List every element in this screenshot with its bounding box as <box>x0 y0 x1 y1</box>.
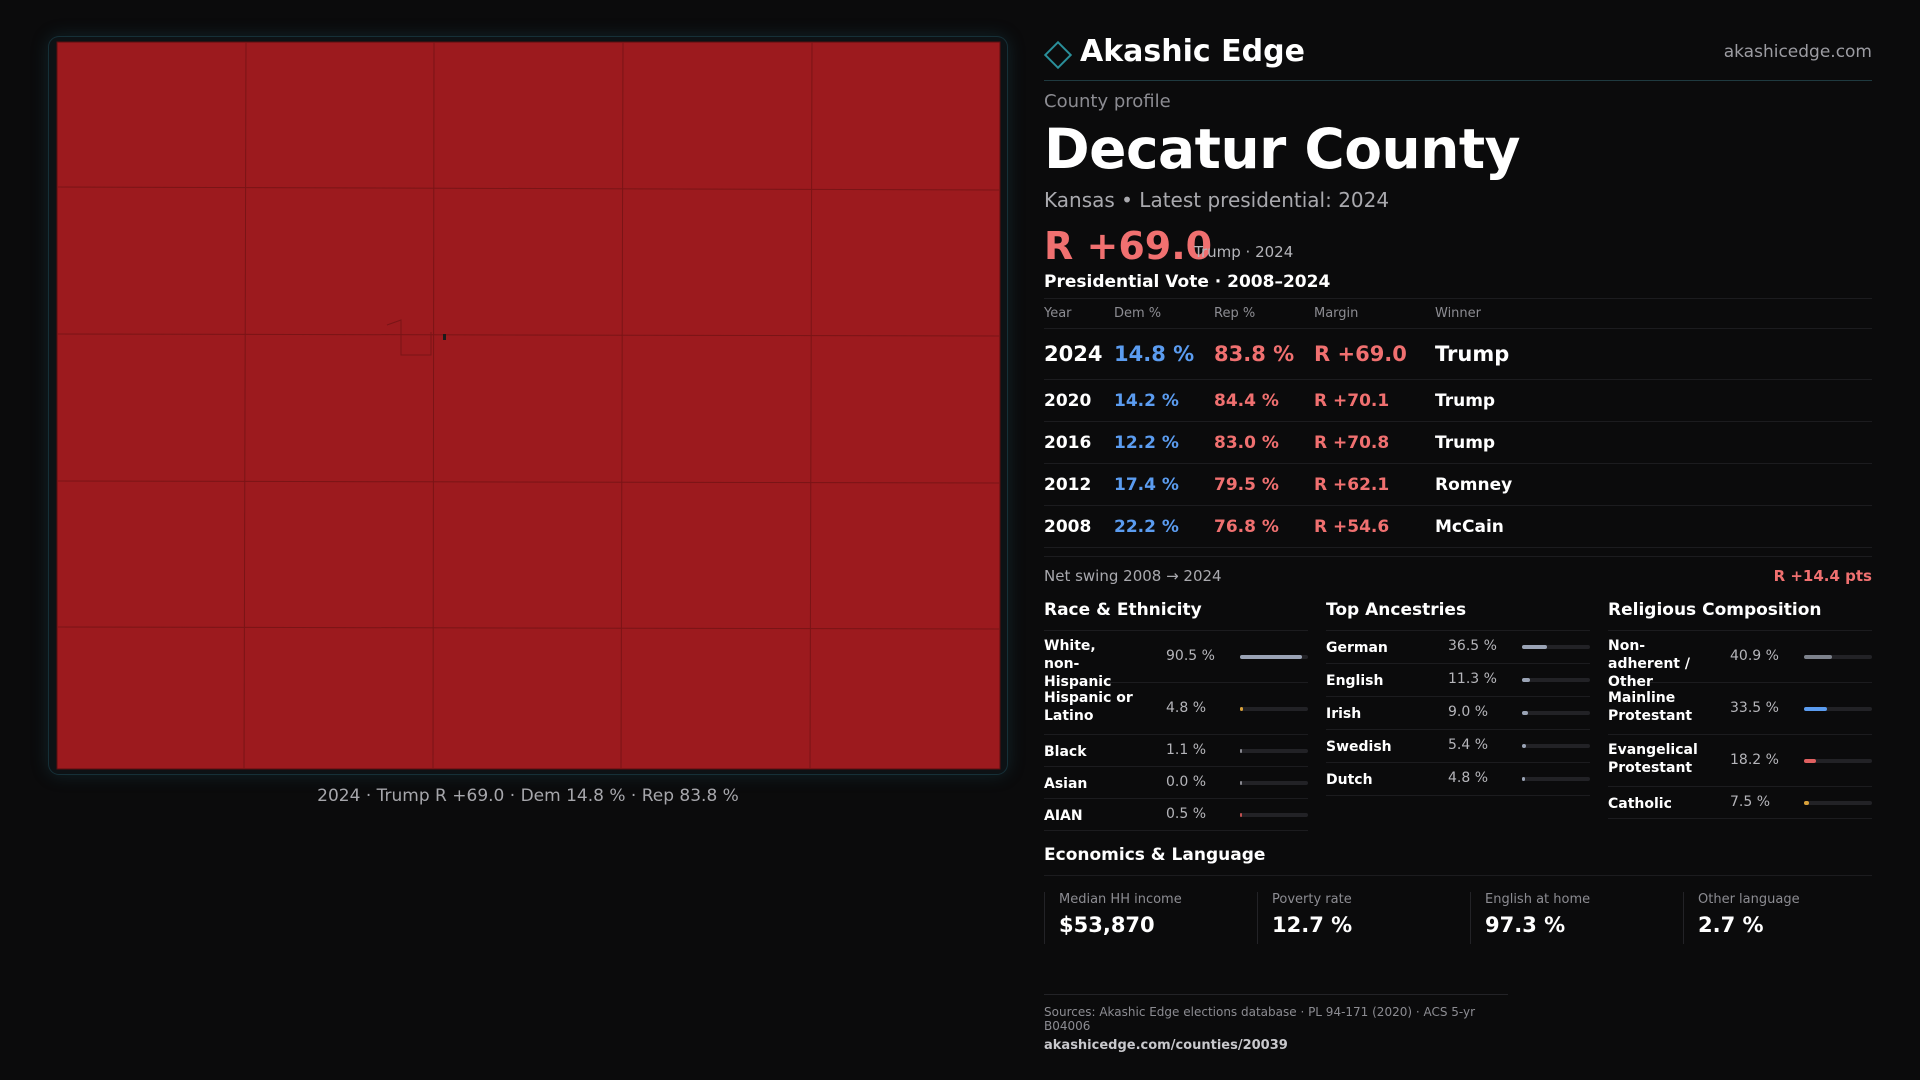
demo-row-name: English <box>1326 673 1384 689</box>
page-title: Decatur County <box>1044 117 1520 181</box>
sources-text: Sources: Akashic Edge elections database · PL 94-171 (2020) · ACS 5-yr B04006 <box>1044 1005 1476 1033</box>
demo-row <box>1608 735 1872 787</box>
row-dem: 17.4 % <box>1114 464 1214 506</box>
demo-row <box>1326 730 1590 763</box>
demo-row-bar-fill <box>1240 655 1302 659</box>
race-title: Race & Ethnicity <box>1044 600 1308 631</box>
row-dem: 14.2 % <box>1114 380 1214 422</box>
row-margin: R +69.0 <box>1314 329 1435 380</box>
demo-row-bar <box>1804 759 1872 763</box>
econ-label: Poverty rate <box>1272 892 1352 907</box>
demo-row-bar <box>1522 678 1590 682</box>
col-rep: Rep % <box>1214 299 1314 329</box>
winner-note: Trump · 2024 <box>1194 243 1294 261</box>
demo-row <box>1608 631 1872 690</box>
demo-row-pct: 90.5 % <box>1166 647 1215 664</box>
demo-row-pct: 18.2 % <box>1730 751 1779 768</box>
map-caption: 2024 · Trump R +69.0 · Dem 14.8 % · Rep 83.8 % <box>317 786 739 806</box>
margin-value: R +69.0 <box>1044 224 1213 268</box>
demo-row-name: Asian <box>1044 776 1088 792</box>
religion-title: Religious Composition <box>1608 600 1872 631</box>
diamond-logo-icon <box>1044 41 1072 69</box>
row-rep: 76.8 % <box>1214 506 1314 548</box>
demo-row-name: Hispanic or Latino <box>1044 690 1133 724</box>
row-margin: R +70.1 <box>1314 380 1435 422</box>
demo-row <box>1044 799 1308 831</box>
demo-row-bar <box>1240 813 1308 817</box>
sources-footer <box>1044 994 1508 1053</box>
econ-card <box>1044 892 1249 944</box>
demo-row <box>1044 735 1308 767</box>
row-dem: 22.2 % <box>1114 506 1214 548</box>
demo-row-name: Irish <box>1326 706 1362 722</box>
demo-row-bar-fill <box>1804 759 1816 763</box>
demo-row-name: Mainline Protestant <box>1608 690 1693 724</box>
row-year: 2012 <box>1044 464 1114 506</box>
headline-margin <box>1044 224 1872 268</box>
demo-row-bar <box>1804 707 1872 711</box>
demo-row-bar-fill <box>1522 711 1528 715</box>
demo-row-pct: 7.5 % <box>1730 793 1771 810</box>
race-section <box>1044 600 1308 831</box>
demo-row-bar <box>1522 645 1590 649</box>
demo-row-bar <box>1240 707 1308 711</box>
town-marker <box>443 334 446 340</box>
econ-card <box>1683 892 1888 944</box>
econ-value: 97.3 % <box>1485 913 1566 937</box>
col-year: Year <box>1044 299 1114 329</box>
demo-row-name: Black <box>1044 744 1087 760</box>
demo-row-name: Non-adherent / Other <box>1608 638 1690 690</box>
demo-row-pct: 4.8 % <box>1166 699 1207 716</box>
vote-table-header <box>1044 299 1872 329</box>
brand-name[interactable]: Akashic Edge <box>1080 34 1305 69</box>
county-url-link[interactable]: akashicedge.com/counties/20039 <box>1044 1038 1288 1053</box>
row-year: 2016 <box>1044 422 1114 464</box>
religion-section <box>1608 600 1872 819</box>
demo-row-pct: 36.5 % <box>1448 638 1497 654</box>
demo-row <box>1608 787 1872 819</box>
demo-row <box>1608 683 1872 735</box>
demo-row-bar-fill <box>1240 781 1242 785</box>
demo-row-pct: 0.0 % <box>1166 773 1207 790</box>
row-year: 2024 <box>1044 329 1114 380</box>
demo-row-bar <box>1240 655 1308 659</box>
row-year: 2008 <box>1044 506 1114 548</box>
row-margin: R +54.6 <box>1314 506 1435 548</box>
demo-row-bar-fill <box>1240 707 1243 711</box>
demo-row-name: German <box>1326 640 1388 656</box>
ancestry-section <box>1326 600 1590 796</box>
demo-row <box>1044 683 1308 735</box>
econ-label: Median HH income <box>1059 892 1182 907</box>
table-row[interactable] <box>1044 380 1872 422</box>
demo-row-bar-fill <box>1804 707 1827 711</box>
demo-row-pct: 11.3 % <box>1448 671 1497 687</box>
demo-row-bar-fill <box>1522 645 1547 649</box>
demo-row-bar-fill <box>1522 777 1525 781</box>
eyebrow: County profile <box>1044 91 1171 112</box>
county-map-svg <box>49 37 1007 774</box>
table-row[interactable] <box>1044 464 1872 506</box>
table-row[interactable] <box>1044 506 1872 548</box>
swing-value: R +14.4 pts <box>1773 567 1872 585</box>
economics-title: Economics & Language <box>1044 845 1872 876</box>
demo-row-bar <box>1804 801 1872 805</box>
table-row[interactable] <box>1044 329 1872 380</box>
row-rep: 83.0 % <box>1214 422 1314 464</box>
demo-row-bar-fill <box>1240 749 1242 753</box>
vote-table <box>1044 298 1872 548</box>
vote-section-title: Presidential Vote · 2008–2024 <box>1044 272 1331 292</box>
site-link[interactable]: akashicedge.com <box>1723 42 1872 62</box>
row-winner: Trump <box>1435 329 1872 380</box>
col-winner: Winner <box>1435 299 1872 329</box>
demo-row-name: Catholic <box>1608 796 1672 812</box>
demo-row <box>1326 664 1590 697</box>
demo-row-pct: 0.5 % <box>1166 805 1207 822</box>
econ-value: $53,870 <box>1059 913 1155 937</box>
demo-row-pct: 5.4 % <box>1448 737 1489 753</box>
row-year: 2020 <box>1044 380 1114 422</box>
demo-row-pct: 33.5 % <box>1730 699 1779 716</box>
row-winner: Trump <box>1435 380 1872 422</box>
header <box>1044 30 1872 81</box>
ancestry-title: Top Ancestries <box>1326 600 1590 631</box>
county-map[interactable] <box>49 37 1007 774</box>
row-margin: R +62.1 <box>1314 464 1435 506</box>
row-rep: 83.8 % <box>1214 329 1314 380</box>
demo-row <box>1044 767 1308 799</box>
demo-row-pct: 1.1 % <box>1166 741 1207 758</box>
econ-label: Other language <box>1698 892 1800 907</box>
county-shape[interactable] <box>57 42 1000 769</box>
demo-row-name: AIAN <box>1044 808 1083 824</box>
demo-row-pct: 4.8 % <box>1448 770 1489 786</box>
demo-row-bar <box>1522 744 1590 748</box>
econ-card <box>1257 892 1462 944</box>
row-winner: Trump <box>1435 422 1872 464</box>
table-row[interactable] <box>1044 422 1872 464</box>
demo-row <box>1326 631 1590 664</box>
row-rep: 79.5 % <box>1214 464 1314 506</box>
demo-row-name: White, non-Hispanic <box>1044 638 1112 690</box>
row-margin: R +70.8 <box>1314 422 1435 464</box>
demo-row-bar <box>1240 749 1308 753</box>
page-subtitle: Kansas • Latest presidential: 2024 <box>1044 188 1390 212</box>
demo-row-bar-fill <box>1804 655 1832 659</box>
row-dem: 14.8 % <box>1114 329 1214 380</box>
col-margin: Margin <box>1314 299 1435 329</box>
demo-row-name: Dutch <box>1326 772 1373 788</box>
demo-row-bar-fill <box>1804 801 1809 805</box>
row-winner: Romney <box>1435 464 1872 506</box>
row-winner: McCain <box>1435 506 1872 548</box>
demo-row-bar <box>1240 781 1308 785</box>
econ-card <box>1470 892 1675 944</box>
econ-value: 2.7 % <box>1698 913 1764 937</box>
econ-label: English at home <box>1485 892 1591 907</box>
demo-row-pct: 9.0 % <box>1448 704 1489 720</box>
row-rep: 84.4 % <box>1214 380 1314 422</box>
demo-row-bar <box>1522 777 1590 781</box>
econ-value: 12.7 % <box>1272 913 1353 937</box>
demo-row-bar-fill <box>1522 744 1526 748</box>
demo-row-pct: 40.9 % <box>1730 647 1779 664</box>
demo-row <box>1044 631 1308 690</box>
demo-row-name: Evangelical Protestant <box>1608 742 1698 776</box>
demo-row <box>1326 697 1590 730</box>
demo-row-name: Swedish <box>1326 739 1392 755</box>
row-dem: 12.2 % <box>1114 422 1214 464</box>
net-swing <box>1044 556 1872 593</box>
demo-row-bar <box>1522 711 1590 715</box>
demo-row-bar <box>1804 655 1872 659</box>
demo-row <box>1326 763 1590 796</box>
swing-label: Net swing 2008 → 2024 <box>1044 567 1222 585</box>
county-panel <box>1044 30 1872 1053</box>
col-dem: Dem % <box>1114 299 1214 329</box>
demo-row-bar-fill <box>1522 678 1530 682</box>
demo-row-bar-fill <box>1240 813 1242 817</box>
